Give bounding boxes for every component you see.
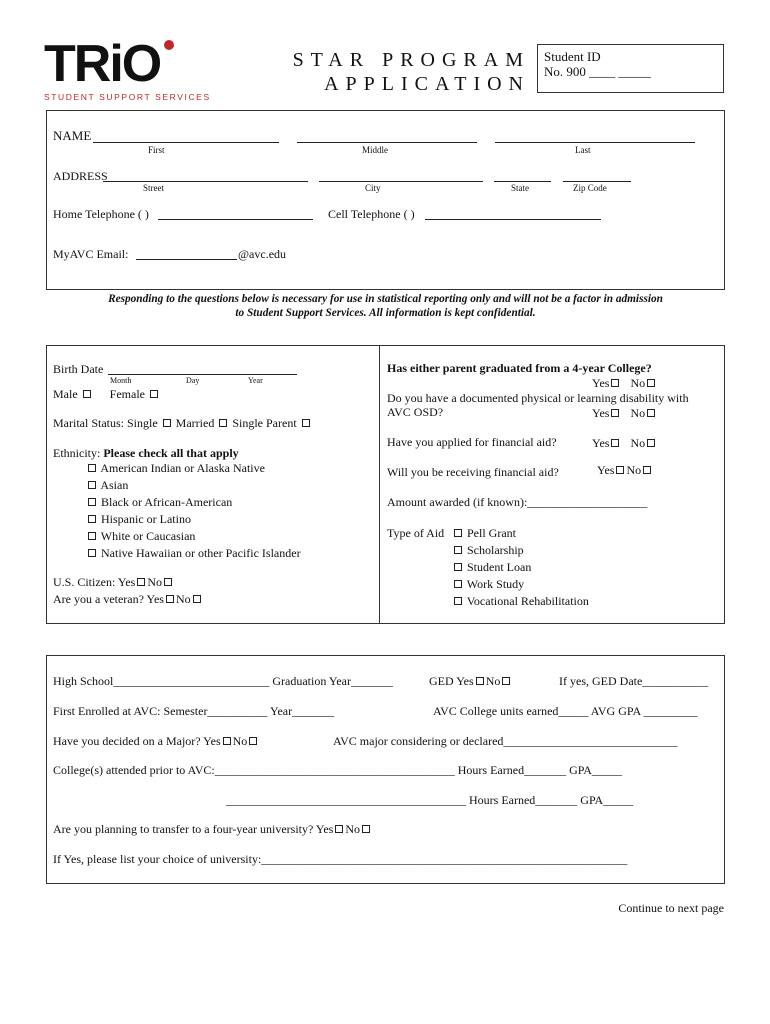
female-checkbox[interactable] <box>150 390 158 398</box>
major-considering-field[interactable]: AVC major considering or declared_____________________________ <box>333 734 678 748</box>
veteran-no-label: No <box>175 592 191 606</box>
last-caption: Last <box>575 145 591 155</box>
male-checkbox[interactable] <box>83 390 91 398</box>
last-name-field[interactable] <box>495 142 695 143</box>
parent-question: Has either parent graduated from a 4-year College? <box>387 361 652 375</box>
fin-aid-applied-answer <box>592 436 657 450</box>
ged-date-field[interactable]: If yes, GED Date___________ <box>559 674 709 688</box>
colleges-attended-field[interactable]: College(s) attended prior to AVC:________________________________________ Hours Earned_______ GPA_____ <box>53 763 622 777</box>
ethnicity-checkbox[interactable] <box>88 464 96 472</box>
fin-aid-receive-no-checkbox[interactable] <box>643 466 651 474</box>
ged-yes-label: GED Yes <box>429 674 474 688</box>
city-caption: City <box>365 183 381 193</box>
veteran-label: Are you a veteran? Yes <box>53 592 164 606</box>
ethnicity-checkbox[interactable] <box>88 498 96 506</box>
email-field[interactable] <box>136 259 237 260</box>
ethnicity-list <box>86 461 301 563</box>
aid-type-list <box>452 526 589 611</box>
major-yes-checkbox[interactable] <box>223 737 231 745</box>
form-title <box>280 48 530 96</box>
middle-name-field[interactable] <box>297 142 477 143</box>
citizen-label: U.S. Citizen: Yes <box>53 575 136 589</box>
disability-no-checkbox[interactable] <box>647 409 655 417</box>
cell-phone-field[interactable] <box>425 219 601 220</box>
fin-aid-applied-no-label: No <box>630 436 646 450</box>
student-id-label: Student ID <box>544 49 601 64</box>
title-line-2: APPLICATION <box>324 73 530 95</box>
address-label: ADDRESS <box>53 169 108 183</box>
disability-no-label: No <box>630 406 646 420</box>
aid-type-option[interactable] <box>452 560 589 577</box>
zip-field[interactable] <box>563 181 631 182</box>
disability-yes-label: Yes <box>592 406 610 420</box>
ethnicity-option[interactable] <box>86 478 301 495</box>
parent-yes-checkbox[interactable] <box>611 379 619 387</box>
home-phone-label: Home Telephone ( ) <box>53 207 149 221</box>
transfer-yes-checkbox[interactable] <box>335 825 343 833</box>
ethnicity-instruction: Please check all that apply <box>103 446 239 460</box>
aid-type-checkbox[interactable] <box>454 546 462 554</box>
cell-phone-label: Cell Telephone ( ) <box>328 207 415 221</box>
student-id-value: No. 900 ____ _____ <box>544 64 651 79</box>
transfer-no-label: No <box>345 822 361 836</box>
disability-question-2: AVC OSD? <box>387 405 444 419</box>
ethnicity-option[interactable] <box>86 495 301 512</box>
state-field[interactable] <box>494 181 551 182</box>
female-label: Female <box>109 387 145 401</box>
major-decided-label: Have you decided on a Major? Yes <box>53 734 221 748</box>
first-enrolled-field[interactable]: First Enrolled at AVC: Semester__________ Year_______ <box>53 704 335 718</box>
street-caption: Street <box>143 183 164 193</box>
ethnicity-heading <box>53 446 239 460</box>
ged-no-label: No <box>485 674 501 688</box>
notice-line-1: Responding to the questions below is necessary for use in statistical reporting only and will not be a factor in admission <box>108 293 663 305</box>
aid-type-checkbox[interactable] <box>454 563 462 571</box>
aid-type-option[interactable] <box>452 594 589 611</box>
ethnicity-label: Ethnicity: <box>53 446 101 460</box>
major-no-checkbox[interactable] <box>249 737 257 745</box>
student-id-box[interactable] <box>537 44 724 93</box>
type-of-aid-text: Type of Aid <box>387 526 445 540</box>
state-caption: State <box>511 183 529 193</box>
disability-question-1: Do you have a documented physical or learning disability with <box>387 391 689 405</box>
marital-single-label: Marital Status: Single <box>53 416 158 430</box>
ged-yes-checkbox[interactable] <box>476 677 484 685</box>
ethnicity-checkbox[interactable] <box>88 549 96 557</box>
fin-aid-applied-question: Have you applied for financial aid? <box>387 435 557 449</box>
fin-aid-applied-yes-label: Yes <box>592 436 610 450</box>
city-field[interactable] <box>319 181 483 182</box>
transfer-label: Are you planning to transfer to a four-year university? Yes <box>53 822 334 836</box>
logo-red-dot <box>164 40 174 50</box>
major-no-label: No <box>232 734 248 748</box>
aid-type-label: Vocational Rehabilitation <box>466 594 589 608</box>
citizen-no-checkbox[interactable] <box>164 578 172 586</box>
aid-type-checkbox[interactable] <box>454 597 462 605</box>
parent-answer <box>592 376 657 390</box>
transfer-no-checkbox[interactable] <box>362 825 370 833</box>
citizen-no-label: No <box>147 575 163 589</box>
ethnicity-checkbox[interactable] <box>88 481 96 489</box>
citizen-yes-checkbox[interactable] <box>137 578 145 586</box>
single-parent-checkbox[interactable] <box>302 419 310 427</box>
ethnicity-option-label: American Indian or Alaska Native <box>100 461 265 475</box>
fin-aid-receive-yes-label: Yes <box>597 463 615 477</box>
single-parent-label: Single Parent <box>232 416 297 430</box>
birth-date-field[interactable] <box>108 374 297 375</box>
type-of-aid-label <box>387 526 444 540</box>
parent-no-label: No <box>630 376 646 390</box>
married-label: Married <box>175 416 215 430</box>
aid-type-option[interactable] <box>452 577 589 594</box>
parent-yes-label: Yes <box>592 376 610 390</box>
notice-line-2: to Student Support Services. All information is kept confidential. <box>235 307 536 319</box>
married-checkbox[interactable] <box>219 419 227 427</box>
ethnicity-option-label: Hispanic or Latino <box>101 512 191 526</box>
email-suffix: @avc.edu <box>238 247 287 261</box>
citizen-row <box>53 575 174 589</box>
ethnicity-option[interactable] <box>86 546 301 563</box>
ethnicity-checkbox[interactable] <box>88 515 96 523</box>
colleges-attended-field-2[interactable]: ________________________________________ Hours Earned_______ GPA_____ <box>226 793 634 807</box>
logo-subtitle: STUDENT SUPPORT SERVICES <box>44 92 211 102</box>
home-phone-field[interactable] <box>158 219 313 220</box>
year-caption: Year <box>248 376 263 385</box>
fin-aid-receive-yes-checkbox[interactable] <box>616 466 624 474</box>
amount-awarded-field[interactable]: Amount awarded (if known):____________________ <box>387 495 648 509</box>
title-line-1: STAR PROGRAM <box>292 49 530 71</box>
aid-type-label: Student Loan <box>467 560 532 574</box>
ethnicity-option[interactable] <box>86 512 301 529</box>
ethnicity-option-label: White or Caucasian <box>100 529 196 543</box>
veteran-row <box>53 592 203 606</box>
ethnicity-option[interactable] <box>86 461 301 478</box>
single-checkbox[interactable] <box>163 419 171 427</box>
disability-yes-checkbox[interactable] <box>611 409 619 417</box>
veteran-no-checkbox[interactable] <box>193 595 201 603</box>
ged-no-checkbox[interactable] <box>502 677 510 685</box>
gender-row <box>53 387 160 401</box>
trio-logo <box>44 35 211 104</box>
aid-type-label: Work Study <box>466 577 525 591</box>
major-decided-row <box>53 734 259 748</box>
month-caption: Month <box>110 376 132 385</box>
fin-aid-receive-answer <box>597 463 653 477</box>
male-label: Male <box>53 387 78 401</box>
logo-wordmark: TRiO <box>44 35 161 93</box>
fin-aid-applied-no-checkbox[interactable] <box>647 439 655 447</box>
university-choice-field[interactable]: If Yes, please list your choice of university:_____________________________________________________________ <box>53 852 628 866</box>
email-label: MyAVC Email: <box>53 247 129 261</box>
day-caption: Day <box>186 376 200 385</box>
aid-type-checkbox[interactable] <box>454 529 462 537</box>
fin-aid-receive-question: Will you be receiving financial aid? <box>387 465 559 479</box>
veteran-yes-checkbox[interactable] <box>166 595 174 603</box>
ethnicity-option-label: Native Hawaiian or other Pacific Islander <box>101 546 301 560</box>
name-label: NAME <box>53 128 92 143</box>
zip-caption: Zip Code <box>573 183 607 193</box>
ethnicity-option-label: Asian <box>100 478 129 492</box>
contact-info-section <box>46 110 725 290</box>
transfer-row <box>53 822 372 836</box>
fin-aid-receive-no-label: No <box>626 463 642 477</box>
confidentiality-notice <box>46 292 725 320</box>
ethnicity-checkbox[interactable] <box>88 532 96 540</box>
fin-aid-applied-yes-checkbox[interactable] <box>611 439 619 447</box>
disability-answer <box>592 406 657 420</box>
ethnicity-option-label: Black or African-American <box>101 495 233 509</box>
aid-type-label: Pell Grant <box>467 526 516 540</box>
units-earned-field[interactable]: AVC College units earned_____ AVG GPA _________ <box>433 704 698 718</box>
first-name-field[interactable] <box>93 142 279 143</box>
marital-row <box>53 416 312 430</box>
first-caption: First <box>148 145 165 155</box>
high-school-field[interactable]: High School__________________________ Graduation Year_______ <box>53 674 393 688</box>
continue-note: Continue to next page <box>618 901 724 915</box>
aid-type-label: Scholarship <box>467 543 524 557</box>
ethnicity-option[interactable] <box>86 529 301 546</box>
middle-caption: Middle <box>362 145 388 155</box>
aid-type-option[interactable] <box>452 526 589 543</box>
aid-type-checkbox[interactable] <box>454 580 462 588</box>
aid-type-option[interactable] <box>452 543 589 560</box>
ged-row <box>429 674 512 688</box>
birth-date-label: Birth Date <box>53 362 104 376</box>
parent-no-checkbox[interactable] <box>647 379 655 387</box>
street-field[interactable] <box>103 181 308 182</box>
